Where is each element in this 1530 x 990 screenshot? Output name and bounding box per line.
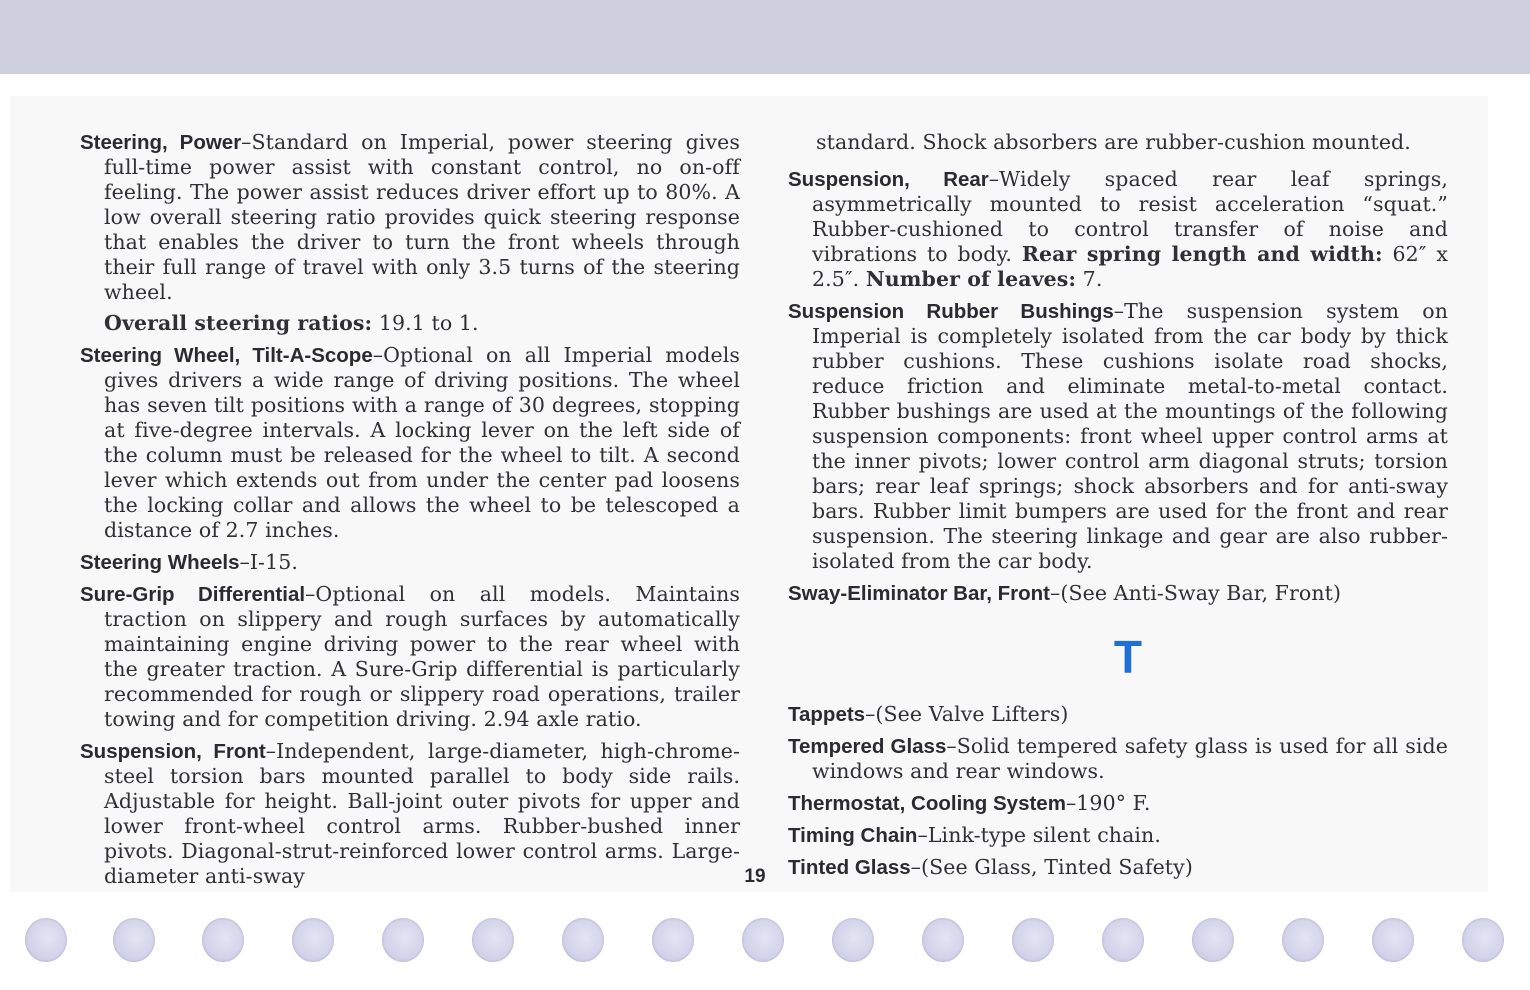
- term-steering-power: Steering, Power: [80, 131, 242, 154]
- term-suspension-front: Suspension, Front: [80, 740, 266, 763]
- punch-hole: [562, 918, 604, 962]
- text-suspension-rear: –Widely spaced rear leaf springs, asymmetrically mounted to resist acceleration “squat.” Rubber-cushioned to control transfer of noise and vibrations to body.: [812, 167, 1448, 266]
- punch-hole: [1372, 918, 1414, 962]
- right-column: [788, 130, 1448, 887]
- term-tempered-glass: Tempered Glass: [788, 735, 947, 758]
- punch-hole: [113, 918, 155, 962]
- label-leaves: Number of leaves:: [865, 267, 1077, 291]
- term-thermostat: Thermostat, Cooling System: [788, 792, 1066, 815]
- text-steering-power: –Standard on Imperial, power steering gives full-time power assist with constant control, no on-off feeling. The power assist reduces driver effort up to 80%. A low overall steering ratio provides quick steering response that enables the driver to turn the front wheels through their full range of travel with only 3.5 turns of the steering wheel.: [104, 130, 740, 304]
- entry-steering-wheel-tilt: [80, 343, 740, 543]
- punch-hole: [742, 918, 784, 962]
- text-sway-bar: –(See Anti-Sway Bar, Front): [1050, 581, 1342, 605]
- entry-tappets: [788, 702, 1448, 727]
- entry-suspension-bushings: [788, 299, 1448, 574]
- punch-hole: [202, 918, 244, 962]
- label-steering-ratio: Overall steering ratios:: [104, 311, 373, 335]
- punch-hole: [922, 918, 964, 962]
- text-timing-chain: –Link-type silent chain.: [917, 823, 1161, 847]
- entry-continuation: standard. Shock absorbers are rubber-cushion mounted.: [816, 130, 1411, 154]
- value-steering-ratio: 19.1 to 1.: [372, 311, 479, 335]
- entry-suspension-rear: [788, 167, 1448, 292]
- entry-sway-bar: [788, 581, 1448, 606]
- text-suspension-bushings: –The suspension system on Imperial is completely isolated from the car body by thick rubber cushions. These cushions isolate road shocks, reduce friction and eliminate metal-to-metal contact. Rubber bushings are used at the mountings of the following suspension components: front wheel upper control arms at the inner pivots; lower control arm diagonal struts; torsion bars; rear leaf springs; shock absorbers and for anti-sway bars. Rubber limit bumpers are used for the front and rear suspension. The steering linkage and gear are also rubber-isolated from the car body.: [812, 299, 1449, 573]
- term-tinted-glass: Tinted Glass: [788, 856, 911, 879]
- binder-punch-holes: [0, 910, 1530, 970]
- left-column: [80, 130, 740, 896]
- top-scan-band: [0, 0, 1530, 74]
- text-tempered-glass: –Solid tempered safety glass is used for all side windows and rear windows.: [812, 734, 1448, 783]
- text-steering-wheel-tilt: –Optional on all Imperial models gives drivers a wide range of driving positions. The wheel has seven tilt positions with a range of 30 degrees, stopping at five-degree intervals. A locking lever on the left side of the column must be released for the wheel to tilt. A second lever which extends out from under the center pad loosens the locking collar and allows the wheel to be telescoped a distance of 2.7 inches.: [104, 343, 741, 542]
- punch-hole: [1462, 918, 1504, 962]
- entry-sure-grip: [80, 582, 740, 732]
- value-rear-spring: 62″ x 2.5″.: [812, 242, 1448, 291]
- text-steering-wheels: –I-15.: [239, 550, 298, 574]
- section-letter-heading: T: [1113, 631, 1143, 683]
- entry-suspension-front: [80, 739, 740, 889]
- text-tinted-glass: –(See Glass, Tinted Safety): [910, 855, 1193, 879]
- text-suspension-front: –Independent, large-diameter, high-chrome-steel torsion bars mounted parallel to body side rails. Adjustable for height. Ball-joint outer pivots for upper and lower front-wheel control arms. Rubber-bushed inner pivots. Diagonal-strut-reinforced lower control arms. Large-diameter anti-sway: [104, 739, 740, 888]
- punch-hole: [1012, 918, 1054, 962]
- punch-hole: [832, 918, 874, 962]
- punch-hole: [472, 918, 514, 962]
- label-rear-spring: Rear spring length and width:: [1021, 242, 1383, 266]
- entry-timing-chain: [788, 823, 1448, 848]
- punch-hole: [25, 918, 67, 962]
- entry-steering-ratio: [80, 311, 740, 336]
- entry-tinted-glass: [788, 855, 1448, 880]
- term-suspension-rear: Suspension, Rear: [788, 168, 989, 191]
- page-number: 19: [744, 866, 766, 887]
- text-thermostat: –190° F.: [1065, 791, 1151, 815]
- term-sway-bar: Sway-Eliminator Bar, Front: [788, 582, 1050, 605]
- term-tappets: Tappets: [788, 703, 866, 726]
- punch-hole: [652, 918, 694, 962]
- entry-steering-power: [80, 130, 740, 305]
- value-leaves: 7.: [1076, 267, 1103, 291]
- entry-thermostat: [788, 791, 1448, 816]
- entry-tempered-glass: [788, 734, 1448, 784]
- term-suspension-bushings: Suspension Rubber Bushings: [788, 300, 1114, 323]
- punch-hole: [1192, 918, 1234, 962]
- term-timing-chain: Timing Chain: [788, 824, 918, 847]
- punch-hole: [292, 918, 334, 962]
- text-sure-grip: –Optional on all models. Maintains traction on slippery and rough surfaces by automatically maintaining engine driving power to the rear wheel with the greater traction. A Sure-Grip differential is particularly recommended for rough or slippery road operations, trailer towing and for competition driving. 2.94 axle ratio.: [104, 582, 741, 731]
- term-steering-wheels: Steering Wheels: [80, 551, 240, 574]
- punch-hole: [1102, 918, 1144, 962]
- text-tappets: –(See Valve Lifters): [865, 702, 1069, 726]
- term-sure-grip: Sure-Grip Differential: [80, 583, 306, 606]
- entry-steering-wheels: [80, 550, 740, 575]
- term-steering-wheel-tilt: Steering Wheel, Tilt-A-Scope: [80, 344, 373, 367]
- punch-hole: [1282, 918, 1324, 962]
- punch-hole: [382, 918, 424, 962]
